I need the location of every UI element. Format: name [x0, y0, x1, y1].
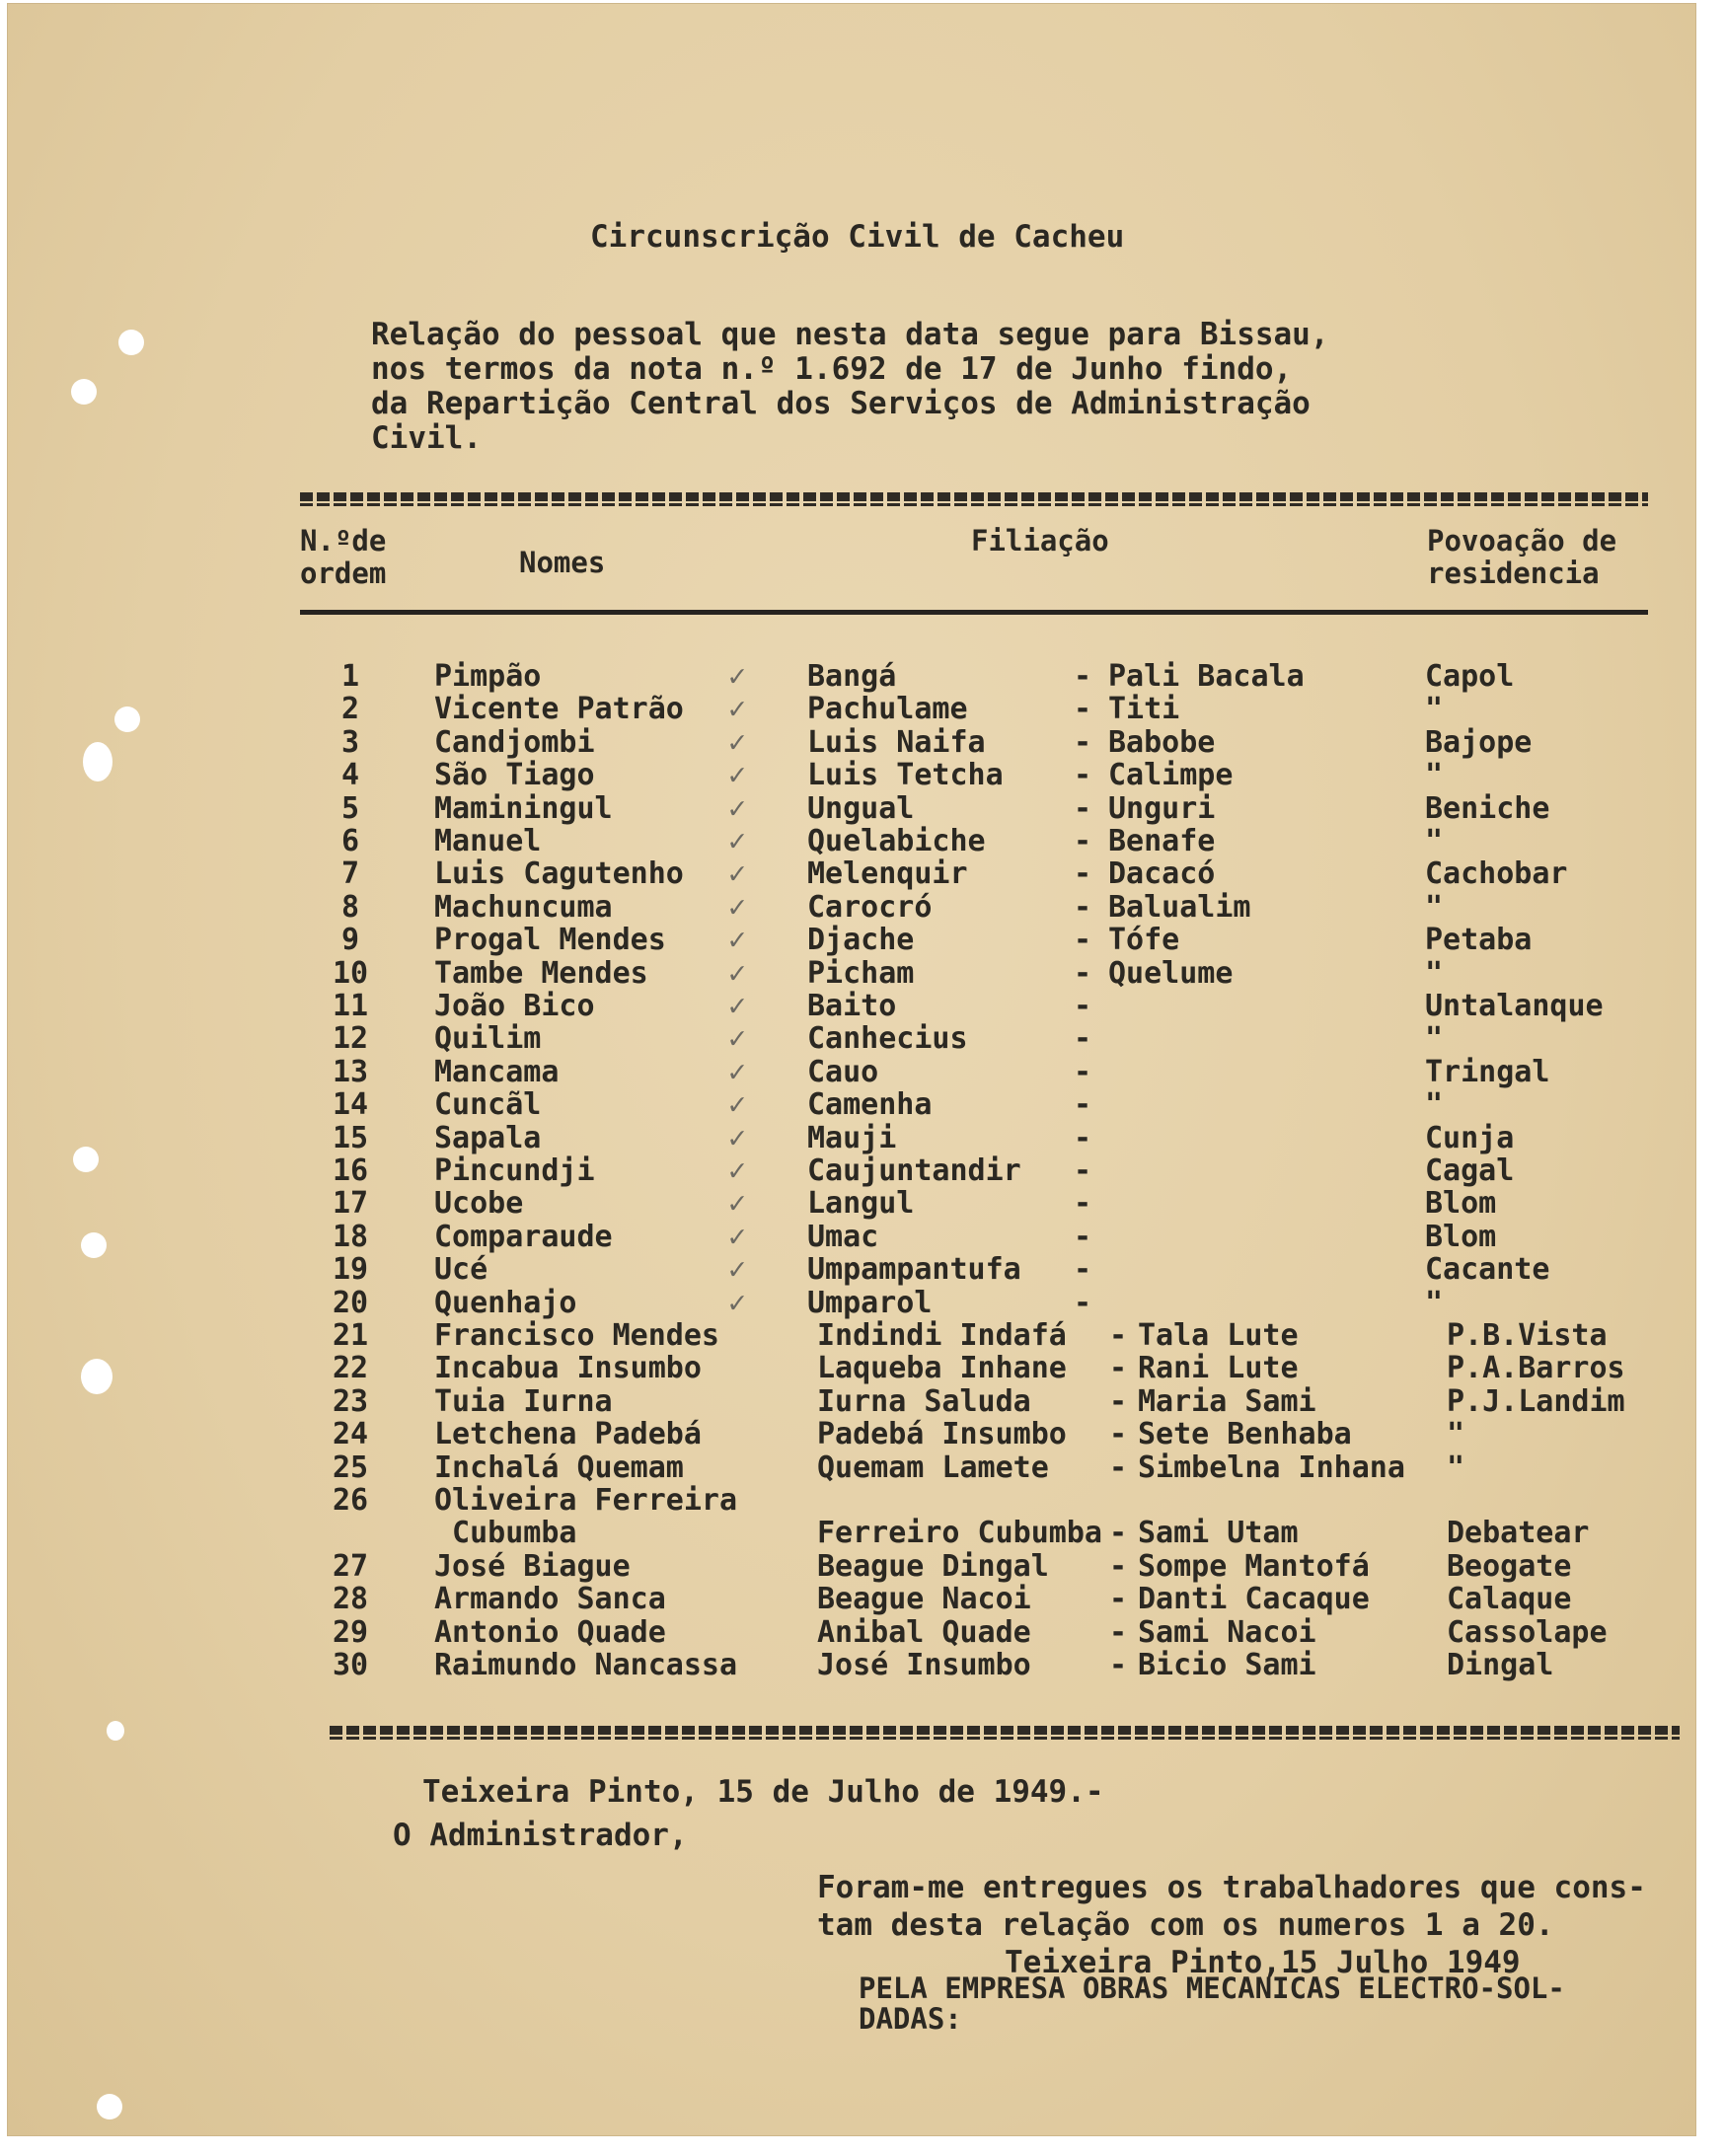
table-row	[8, 989, 1695, 1022]
father-name: Anibal Quade	[817, 1615, 1031, 1650]
person-name: Pincundji	[434, 1153, 595, 1188]
person-name: Manuel	[434, 824, 542, 858]
filiation-dash: -	[1074, 1252, 1092, 1287]
intro-line: nos termos da nota n.º 1.692 de 17 de Junho findo,	[371, 351, 1293, 387]
check-mark-icon: ✓	[728, 856, 747, 891]
residence-village: Tringal	[1425, 1055, 1550, 1089]
mother-name: Maria Sami	[1138, 1384, 1316, 1419]
filiation-dash: -	[1074, 1021, 1092, 1056]
header-order-line2: ordem	[300, 557, 387, 590]
order-number: 21	[332, 1318, 369, 1353]
person-name: Cuncãl	[434, 1087, 542, 1122]
filiation-dash: -	[1074, 1220, 1092, 1254]
table-row	[8, 1417, 1695, 1450]
father-name: Picham	[807, 956, 915, 991]
person-name: Machuncuma	[434, 890, 613, 925]
mother-name: Tófe	[1108, 923, 1180, 957]
father-name: Canhecius	[807, 1021, 968, 1056]
residence-village: "	[1425, 692, 1444, 726]
receipt-line: tam desta relação com os numeros 1 a 20.	[817, 1907, 1554, 1943]
table-row	[8, 1549, 1695, 1583]
intro-line: Civil.	[371, 420, 482, 456]
punch-hole	[118, 330, 144, 355]
residence-village: Untalanque	[1425, 989, 1604, 1023]
check-mark-icon: ✓	[728, 1220, 747, 1254]
person-name: Ucé	[434, 1252, 488, 1287]
father-name: Luis Tetcha	[807, 758, 1004, 792]
order-number: 10	[332, 956, 369, 991]
person-name: Incabua Insumbo	[434, 1351, 702, 1385]
table-row	[8, 923, 1695, 956]
father-name: Melenquir	[807, 856, 968, 891]
residence-village: P.J.Landim	[1447, 1384, 1625, 1419]
punch-hole	[71, 379, 97, 405]
order-number: 4	[340, 758, 360, 792]
check-mark-icon: ✓	[728, 758, 747, 792]
table-row	[8, 1252, 1695, 1286]
check-mark-icon: ✓	[728, 692, 747, 726]
receipt-place-date: Teixeira Pinto,15 Julho 1949	[1005, 1945, 1521, 1980]
check-mark-icon: ✓	[728, 989, 747, 1023]
father-name: Carocró	[807, 890, 933, 925]
filiation-dash: -	[1109, 1549, 1128, 1584]
table-row	[8, 1483, 1695, 1517]
residence-village: "	[1425, 1021, 1444, 1056]
person-name: Tuia Iurna	[434, 1384, 613, 1419]
filiation-dash: -	[1074, 692, 1092, 726]
check-mark-icon: ✓	[728, 1153, 747, 1188]
filiation-dash: -	[1074, 824, 1092, 858]
filiation-dash: -	[1074, 725, 1092, 760]
mother-name: Babobe	[1108, 725, 1216, 760]
person-name: Cubumba	[434, 1516, 577, 1550]
residence-village: "	[1425, 824, 1444, 858]
table-row	[8, 1055, 1695, 1088]
filiation-dash: -	[1074, 923, 1092, 957]
table-row	[8, 1186, 1695, 1220]
mother-name: Quelume	[1108, 956, 1234, 991]
person-name: Progal Mendes	[434, 923, 666, 957]
double-rule-bottom	[330, 1726, 1680, 1735]
table-row	[8, 758, 1695, 791]
table-row	[8, 1286, 1695, 1319]
table-row	[8, 1648, 1695, 1681]
filiation-dash: -	[1109, 1582, 1128, 1616]
punch-hole	[107, 1721, 124, 1741]
order-number: 24	[332, 1417, 369, 1451]
filiation-dash: -	[1109, 1384, 1128, 1419]
order-number: 30	[332, 1648, 369, 1682]
check-mark-icon: ✓	[728, 1055, 747, 1089]
header-residence	[1427, 525, 1616, 590]
person-name: Tambe Mendes	[434, 956, 648, 991]
check-mark-icon: ✓	[728, 1087, 747, 1122]
mother-name: Rani Lute	[1138, 1351, 1299, 1385]
father-name: José Insumbo	[817, 1648, 1031, 1682]
person-name: Maminingul	[434, 791, 613, 826]
header-names: Nomes	[519, 546, 606, 579]
check-mark-icon: ✓	[728, 1252, 747, 1287]
header-residence-line2: residencia	[1427, 557, 1600, 590]
residence-village: Cassolape	[1447, 1615, 1608, 1650]
person-name: Raimundo Nancassa	[434, 1648, 738, 1682]
check-mark-icon: ✓	[728, 725, 747, 760]
document-page	[8, 4, 1695, 2135]
table-row	[8, 890, 1695, 924]
filiation-dash: -	[1109, 1351, 1128, 1385]
father-name: Ungual	[807, 791, 915, 826]
header-residence-line1: Povoação de	[1427, 524, 1617, 558]
mother-name: Titi	[1108, 692, 1180, 726]
mother-name: Calimpe	[1108, 758, 1234, 792]
check-mark-icon: ✓	[728, 791, 747, 826]
order-number: 23	[332, 1384, 369, 1419]
father-name: Iurna Saluda	[817, 1384, 1031, 1419]
person-name: Mancama	[434, 1055, 560, 1089]
footer-place-date: Teixeira Pinto, 15 de Julho de 1949.-	[422, 1774, 1104, 1810]
residence-village: Petaba	[1425, 923, 1533, 957]
receipt-note	[817, 1869, 1646, 1981]
person-name: Quilim	[434, 1021, 542, 1056]
mother-name: Benafe	[1108, 824, 1216, 858]
filiation-dash: -	[1074, 791, 1092, 826]
order-number: 11	[332, 989, 369, 1023]
order-number: 18	[332, 1220, 369, 1254]
residence-village: Calaque	[1447, 1582, 1572, 1616]
father-name: Camenha	[807, 1087, 933, 1122]
filiation-dash: -	[1109, 1450, 1128, 1485]
intro-line: da Repartição Central dos Serviços de Administração	[371, 386, 1311, 421]
filiation-dash: -	[1074, 1055, 1092, 1089]
father-name: Indindi Indafá	[817, 1318, 1067, 1353]
mother-name: Simbelna Inhana	[1138, 1450, 1405, 1485]
father-name: Padebá Insumbo	[817, 1417, 1067, 1451]
order-number: 22	[332, 1351, 369, 1385]
mother-name: Tala Lute	[1138, 1318, 1299, 1353]
person-name: Antonio Quade	[434, 1615, 666, 1650]
person-name: João Bico	[434, 989, 595, 1023]
table-row	[8, 1450, 1695, 1484]
residence-village: Cacante	[1425, 1252, 1550, 1287]
order-number: 29	[332, 1615, 369, 1650]
order-number: 26	[332, 1483, 369, 1518]
order-number: 28	[332, 1582, 369, 1616]
father-name: Bangá	[807, 659, 897, 694]
receipt-line: Foram-me entregues os trabalhadores que cons-	[817, 1870, 1646, 1905]
check-mark-icon: ✓	[728, 1186, 747, 1221]
table-row	[8, 791, 1695, 825]
table-row	[8, 1615, 1695, 1649]
order-number: 20	[332, 1286, 369, 1320]
residence-village: Cachobar	[1425, 856, 1568, 891]
father-name: Mauji	[807, 1121, 897, 1155]
person-name: Oliveira Ferreira	[434, 1483, 738, 1518]
residence-village: Dingal	[1447, 1648, 1554, 1682]
residence-village: Blom	[1425, 1220, 1497, 1254]
residence-village: "	[1447, 1450, 1465, 1485]
check-mark-icon: ✓	[728, 1286, 747, 1320]
order-number: 9	[340, 923, 360, 957]
mother-name: Sete Benhaba	[1138, 1417, 1352, 1451]
father-name: Baito	[807, 989, 897, 1023]
mother-name: Sami Nacoi	[1138, 1615, 1316, 1650]
father-name: Cauo	[807, 1055, 879, 1089]
table-row	[8, 1153, 1695, 1187]
order-number: 12	[332, 1021, 369, 1056]
order-number: 3	[340, 725, 360, 760]
father-name: Quelabiche	[807, 824, 986, 858]
header-order-line1: N.ºde	[300, 524, 387, 558]
residence-village: P.B.Vista	[1447, 1318, 1608, 1353]
punch-hole	[97, 2094, 122, 2119]
filiation-dash: -	[1074, 659, 1092, 694]
order-number: 17	[332, 1186, 369, 1221]
filiation-dash: -	[1074, 1153, 1092, 1188]
order-number: 6	[340, 824, 360, 858]
order-number: 14	[332, 1087, 369, 1122]
person-name: Inchalá Quemam	[434, 1450, 684, 1485]
residence-village: Capol	[1425, 659, 1515, 694]
person-name: Letchena Padebá	[434, 1417, 702, 1451]
person-name: Comparaude	[434, 1220, 613, 1254]
table-row	[8, 824, 1695, 857]
document-title: Circunscrição Civil de Cacheu	[590, 219, 1125, 255]
mother-name: Sompe Mantofá	[1138, 1549, 1370, 1584]
order-number: 16	[332, 1153, 369, 1188]
filiation-dash: -	[1109, 1615, 1128, 1650]
residence-village: "	[1425, 956, 1444, 991]
person-name: Candjombi	[434, 725, 595, 760]
person-name: Ucobe	[434, 1186, 524, 1221]
check-mark-icon: ✓	[728, 824, 747, 858]
filiation-dash: -	[1074, 989, 1092, 1023]
order-number: 8	[340, 890, 360, 925]
residence-village: "	[1425, 758, 1444, 792]
father-name: Umac	[807, 1220, 879, 1254]
order-number: 1	[340, 659, 360, 694]
table-row	[8, 1220, 1695, 1253]
check-mark-icon: ✓	[728, 890, 747, 925]
person-name: Armando Sanca	[434, 1582, 666, 1616]
father-name: Beague Nacoi	[817, 1582, 1031, 1616]
intro-line: Relação do pessoal que nesta data segue para Bissau,	[371, 317, 1329, 352]
order-number: 7	[340, 856, 360, 891]
table-row	[8, 1384, 1695, 1418]
person-name: Francisco Mendes	[434, 1318, 719, 1353]
mother-name: Danti Cacaque	[1138, 1582, 1370, 1616]
header-order-number	[300, 525, 386, 590]
mother-name: Bicio Sami	[1138, 1648, 1316, 1682]
residence-village: "	[1425, 1087, 1444, 1122]
mother-name: Balualim	[1108, 890, 1251, 925]
residence-village: "	[1447, 1417, 1465, 1451]
table-row	[8, 1318, 1695, 1352]
company-stamp-text	[859, 1973, 1565, 2035]
person-name: Vicente Patrão	[434, 692, 684, 726]
father-name: Umparol	[807, 1286, 933, 1320]
check-mark-icon: ✓	[728, 956, 747, 991]
check-mark-icon: ✓	[728, 923, 747, 957]
person-name: José Biague	[434, 1549, 631, 1584]
filiation-dash: -	[1074, 890, 1092, 925]
header-filiation: Filiação	[971, 524, 1109, 558]
table-row	[8, 956, 1695, 990]
father-name: Caujuntandir	[807, 1153, 1021, 1188]
father-name: Ferreiro Cubumba	[817, 1516, 1102, 1550]
residence-village: P.A.Barros	[1447, 1351, 1625, 1385]
table-row	[8, 1121, 1695, 1154]
father-name: Pachulame	[807, 692, 968, 726]
mother-name: Dacacó	[1108, 856, 1216, 891]
mother-name: Unguri	[1108, 791, 1216, 826]
double-rule-top	[300, 492, 1648, 501]
table-row	[8, 1351, 1695, 1384]
person-name: Sapala	[434, 1121, 542, 1155]
filiation-dash: -	[1109, 1648, 1128, 1682]
order-number: 2	[340, 692, 360, 726]
filiation-dash: -	[1074, 956, 1092, 991]
order-number: 13	[332, 1055, 369, 1089]
mother-name: Sami Utam	[1138, 1516, 1299, 1550]
table-row	[8, 659, 1695, 693]
filiation-dash: -	[1074, 1186, 1092, 1221]
father-name: Djache	[807, 923, 915, 957]
person-name: Luis Cagutenho	[434, 856, 684, 891]
filiation-dash: -	[1109, 1417, 1128, 1451]
order-number: 19	[332, 1252, 369, 1287]
table-row	[8, 1021, 1695, 1055]
person-name: Quenhajo	[434, 1286, 577, 1320]
residence-village: Cunja	[1425, 1121, 1515, 1155]
table-row	[8, 1516, 1695, 1549]
father-name: Umpampantufa	[807, 1252, 1021, 1287]
filiation-dash: -	[1109, 1318, 1128, 1353]
order-number: 15	[332, 1121, 369, 1155]
order-number: 25	[332, 1450, 369, 1485]
residence-village: "	[1425, 1286, 1444, 1320]
intro-paragraph	[371, 318, 1329, 456]
residence-village: Debatear	[1447, 1516, 1590, 1550]
order-number: 27	[332, 1549, 369, 1584]
check-mark-icon: ✓	[728, 659, 747, 694]
check-mark-icon: ✓	[728, 1021, 747, 1056]
filiation-dash: -	[1074, 856, 1092, 891]
filiation-dash: -	[1074, 758, 1092, 792]
order-number: 5	[340, 791, 360, 826]
person-name: Pimpão	[434, 659, 542, 694]
filiation-dash: -	[1074, 1121, 1092, 1155]
filiation-dash: -	[1109, 1516, 1128, 1550]
person-name: São Tiago	[434, 758, 595, 792]
residence-village: "	[1425, 890, 1444, 925]
table-row	[8, 1582, 1695, 1615]
father-name: Langul	[807, 1186, 915, 1221]
mother-name: Pali Bacala	[1108, 659, 1305, 694]
father-name: Beague Dingal	[817, 1549, 1049, 1584]
father-name: Quemam Lamete	[817, 1450, 1049, 1485]
footer-signatory: O Administrador,	[393, 1818, 688, 1853]
filiation-dash: -	[1074, 1286, 1092, 1320]
table-row	[8, 1087, 1695, 1121]
table-row	[8, 692, 1695, 725]
father-name: Laqueba Inhane	[817, 1351, 1067, 1385]
father-name: Luis Naifa	[807, 725, 986, 760]
table-row	[8, 856, 1695, 890]
table-row	[8, 725, 1695, 759]
residence-village: Blom	[1425, 1186, 1497, 1221]
footer-block	[393, 1770, 1104, 1857]
company-line: PELA EMPRESA OBRAS MECANICAS ELECTRO-SOL-	[859, 1971, 1565, 2005]
residence-village: Cagal	[1425, 1153, 1515, 1188]
filiation-dash: -	[1074, 1087, 1092, 1122]
residence-village: Beniche	[1425, 791, 1550, 826]
check-mark-icon: ✓	[728, 1121, 747, 1155]
residence-village: Bajope	[1425, 725, 1533, 760]
company-line: DADAS:	[859, 2002, 962, 2036]
header-underline	[300, 610, 1648, 615]
residence-village: Beogate	[1447, 1549, 1572, 1584]
